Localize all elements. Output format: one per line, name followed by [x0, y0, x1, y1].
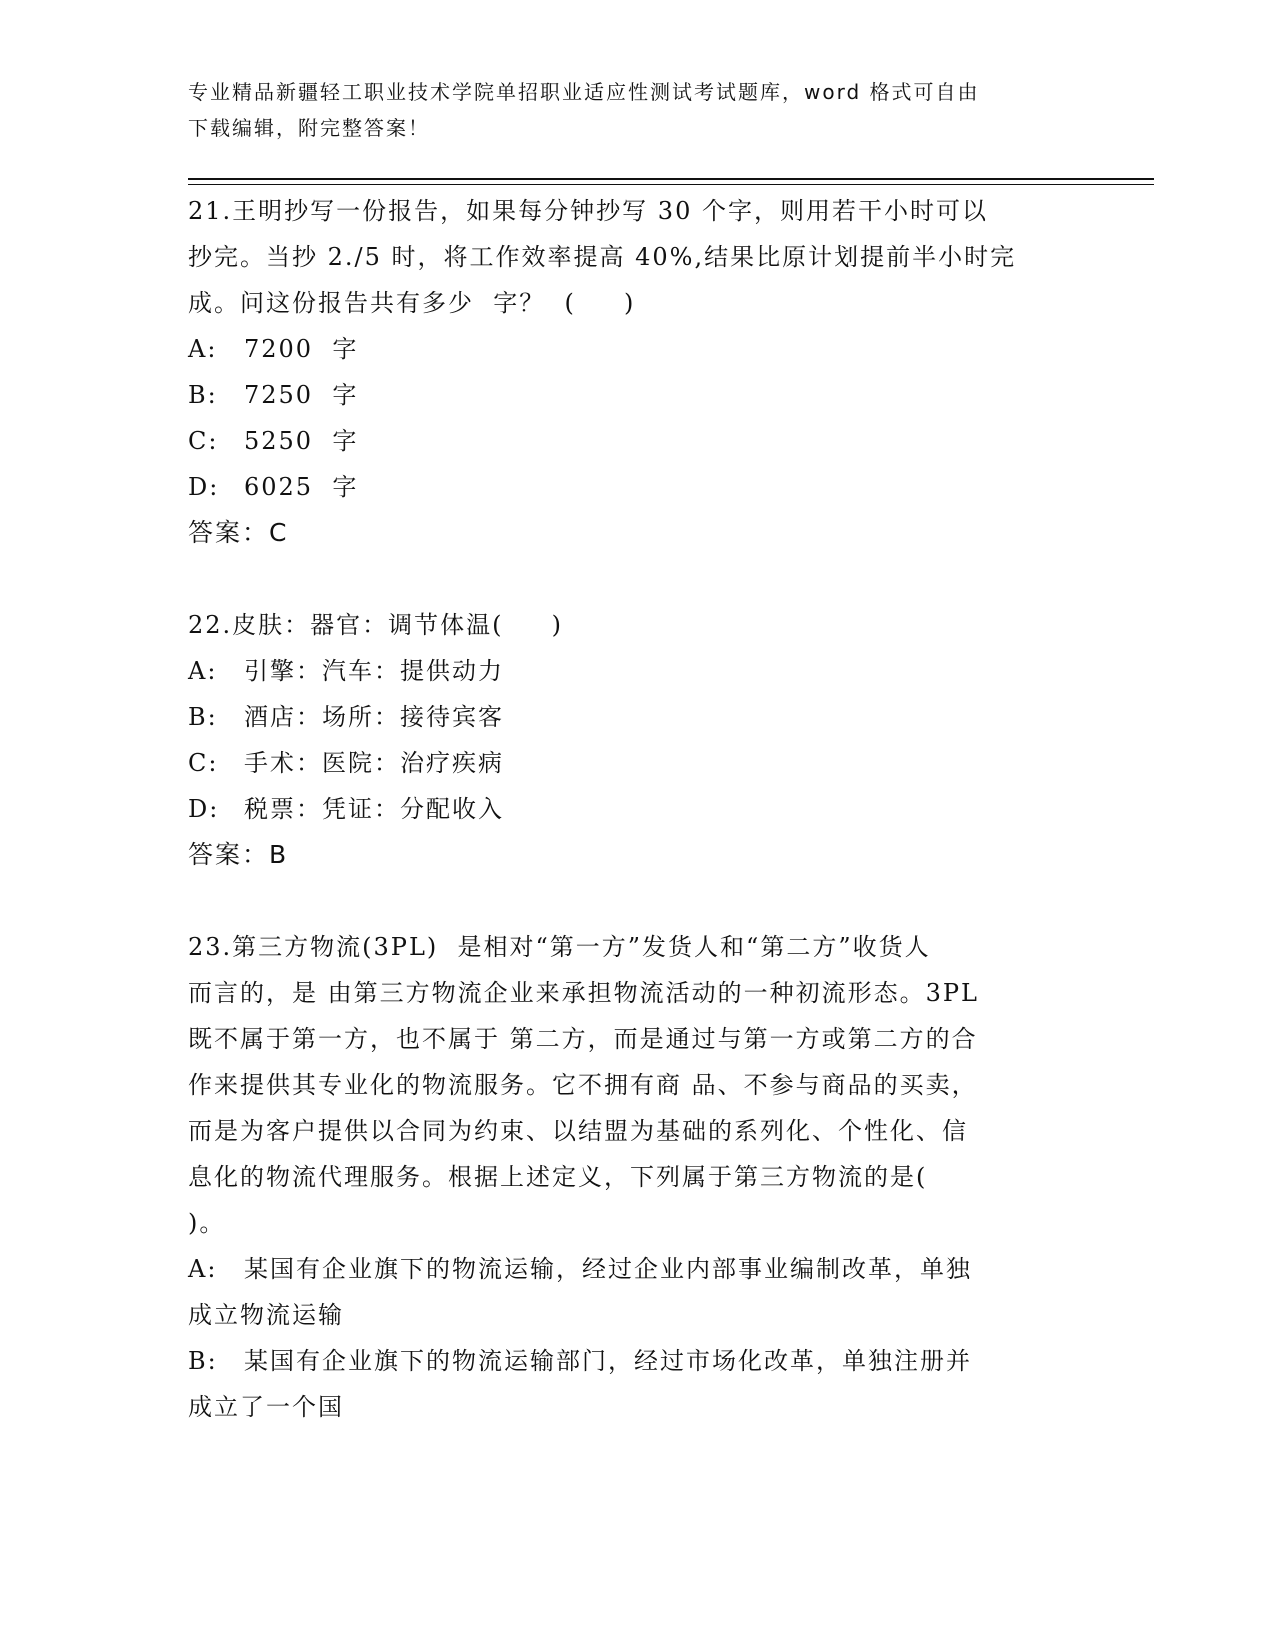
option-key: C: — [188, 749, 219, 777]
header-divider-thick — [188, 178, 1154, 180]
answer-line: 答案：B — [188, 840, 289, 869]
header-line-2: 下载编辑，附完整答案！ — [188, 116, 430, 140]
option-text: 成立了一个国 — [188, 1393, 344, 1421]
question-stem-line: 22.皮肤：器官：调节体温( ) — [188, 611, 564, 639]
option-line — [188, 1338, 1088, 1384]
option-line — [188, 786, 1088, 832]
question-stem-line: 21.王明抄写一份报告，如果每分钟抄写 30 个字，则用若干小时可以 — [188, 197, 988, 225]
question-spacer — [188, 878, 1088, 924]
option-line — [188, 740, 1088, 786]
option-key: A: — [188, 657, 218, 685]
option-line — [188, 326, 1088, 372]
question-stem-line: 抄完。当抄 2./5 时，将工作效率提高 40%,结果比原计划提前半小时完 — [188, 243, 1017, 271]
option-line — [188, 418, 1088, 464]
question-stem-line: 而言的，是 由第三方物流企业来承担物流活动的一种初流形态。3PL — [188, 979, 979, 1007]
question-spacer — [188, 556, 1088, 602]
option-key: D: — [188, 795, 220, 823]
option-text: 成立物流运输 — [188, 1301, 344, 1329]
question-stem-line: 息化的物流代理服务。根据上述定义，下列属于第三方物流的是( — [188, 1163, 928, 1191]
question-block — [188, 924, 1088, 1430]
option-text: 某国有企业旗下的物流运输部门，经过市场化改革，单独注册并 — [244, 1347, 972, 1375]
answer-line: 答案：C — [188, 518, 289, 547]
option-line — [188, 464, 1088, 510]
option-key: B: — [188, 703, 218, 731]
option-text: 7200 字 — [244, 335, 359, 363]
question-stem-line: 成。问这份报告共有多少 字？ ( ) — [188, 289, 636, 317]
option-text: 手术：医院：治疗疾病 — [244, 749, 504, 777]
option-line — [188, 1246, 1088, 1292]
option-text: 引擎：汽车：提供动力 — [244, 657, 504, 685]
option-line — [188, 1384, 1088, 1430]
question-block — [188, 602, 1088, 878]
question-list — [188, 188, 1088, 1430]
question-stem-line: 作来提供其专业化的物流服务。它不拥有商 品、不参与商品的买卖， — [188, 1071, 978, 1099]
option-text: 7250 字 — [244, 381, 359, 409]
option-text: 税票：凭证：分配收入 — [244, 795, 504, 823]
question-stem-line: 23.第三方物流(3PL) 是相对“第一方”发货人和“第二方”收货人 — [188, 933, 931, 961]
header-divider-thin — [188, 184, 1154, 185]
option-key: A: — [188, 1255, 218, 1283]
question-block — [188, 188, 1088, 556]
header-line-1: 专业精品新疆轻工职业技术学院单招职业适应性测试考试题库，word 格式可自由 — [188, 80, 980, 104]
question-stem-line: 既不属于第一方，也不属于 第二方，而是通过与第一方或第二方的合 — [188, 1025, 978, 1053]
option-text: 5250 字 — [244, 427, 359, 455]
option-line — [188, 694, 1088, 740]
option-key: B: — [188, 381, 218, 409]
option-line — [188, 648, 1088, 694]
option-text: 某国有企业旗下的物流运输，经过企业内部事业编制改革，单独 — [244, 1255, 972, 1283]
question-stem-line: )。 — [188, 1209, 226, 1237]
question-stem-line: 而是为客户提供以合同为约束、以结盟为基础的系列化、个性化、信 — [188, 1117, 968, 1145]
option-key: D: — [188, 473, 220, 501]
page-header — [188, 74, 1068, 146]
option-key: B: — [188, 1347, 218, 1375]
option-key: A: — [188, 335, 218, 363]
option-line — [188, 1292, 1088, 1338]
option-text: 6025 字 — [244, 473, 359, 501]
option-key: C: — [188, 427, 219, 455]
option-line — [188, 372, 1088, 418]
option-text: 酒店：场所：接待宾客 — [244, 703, 504, 731]
